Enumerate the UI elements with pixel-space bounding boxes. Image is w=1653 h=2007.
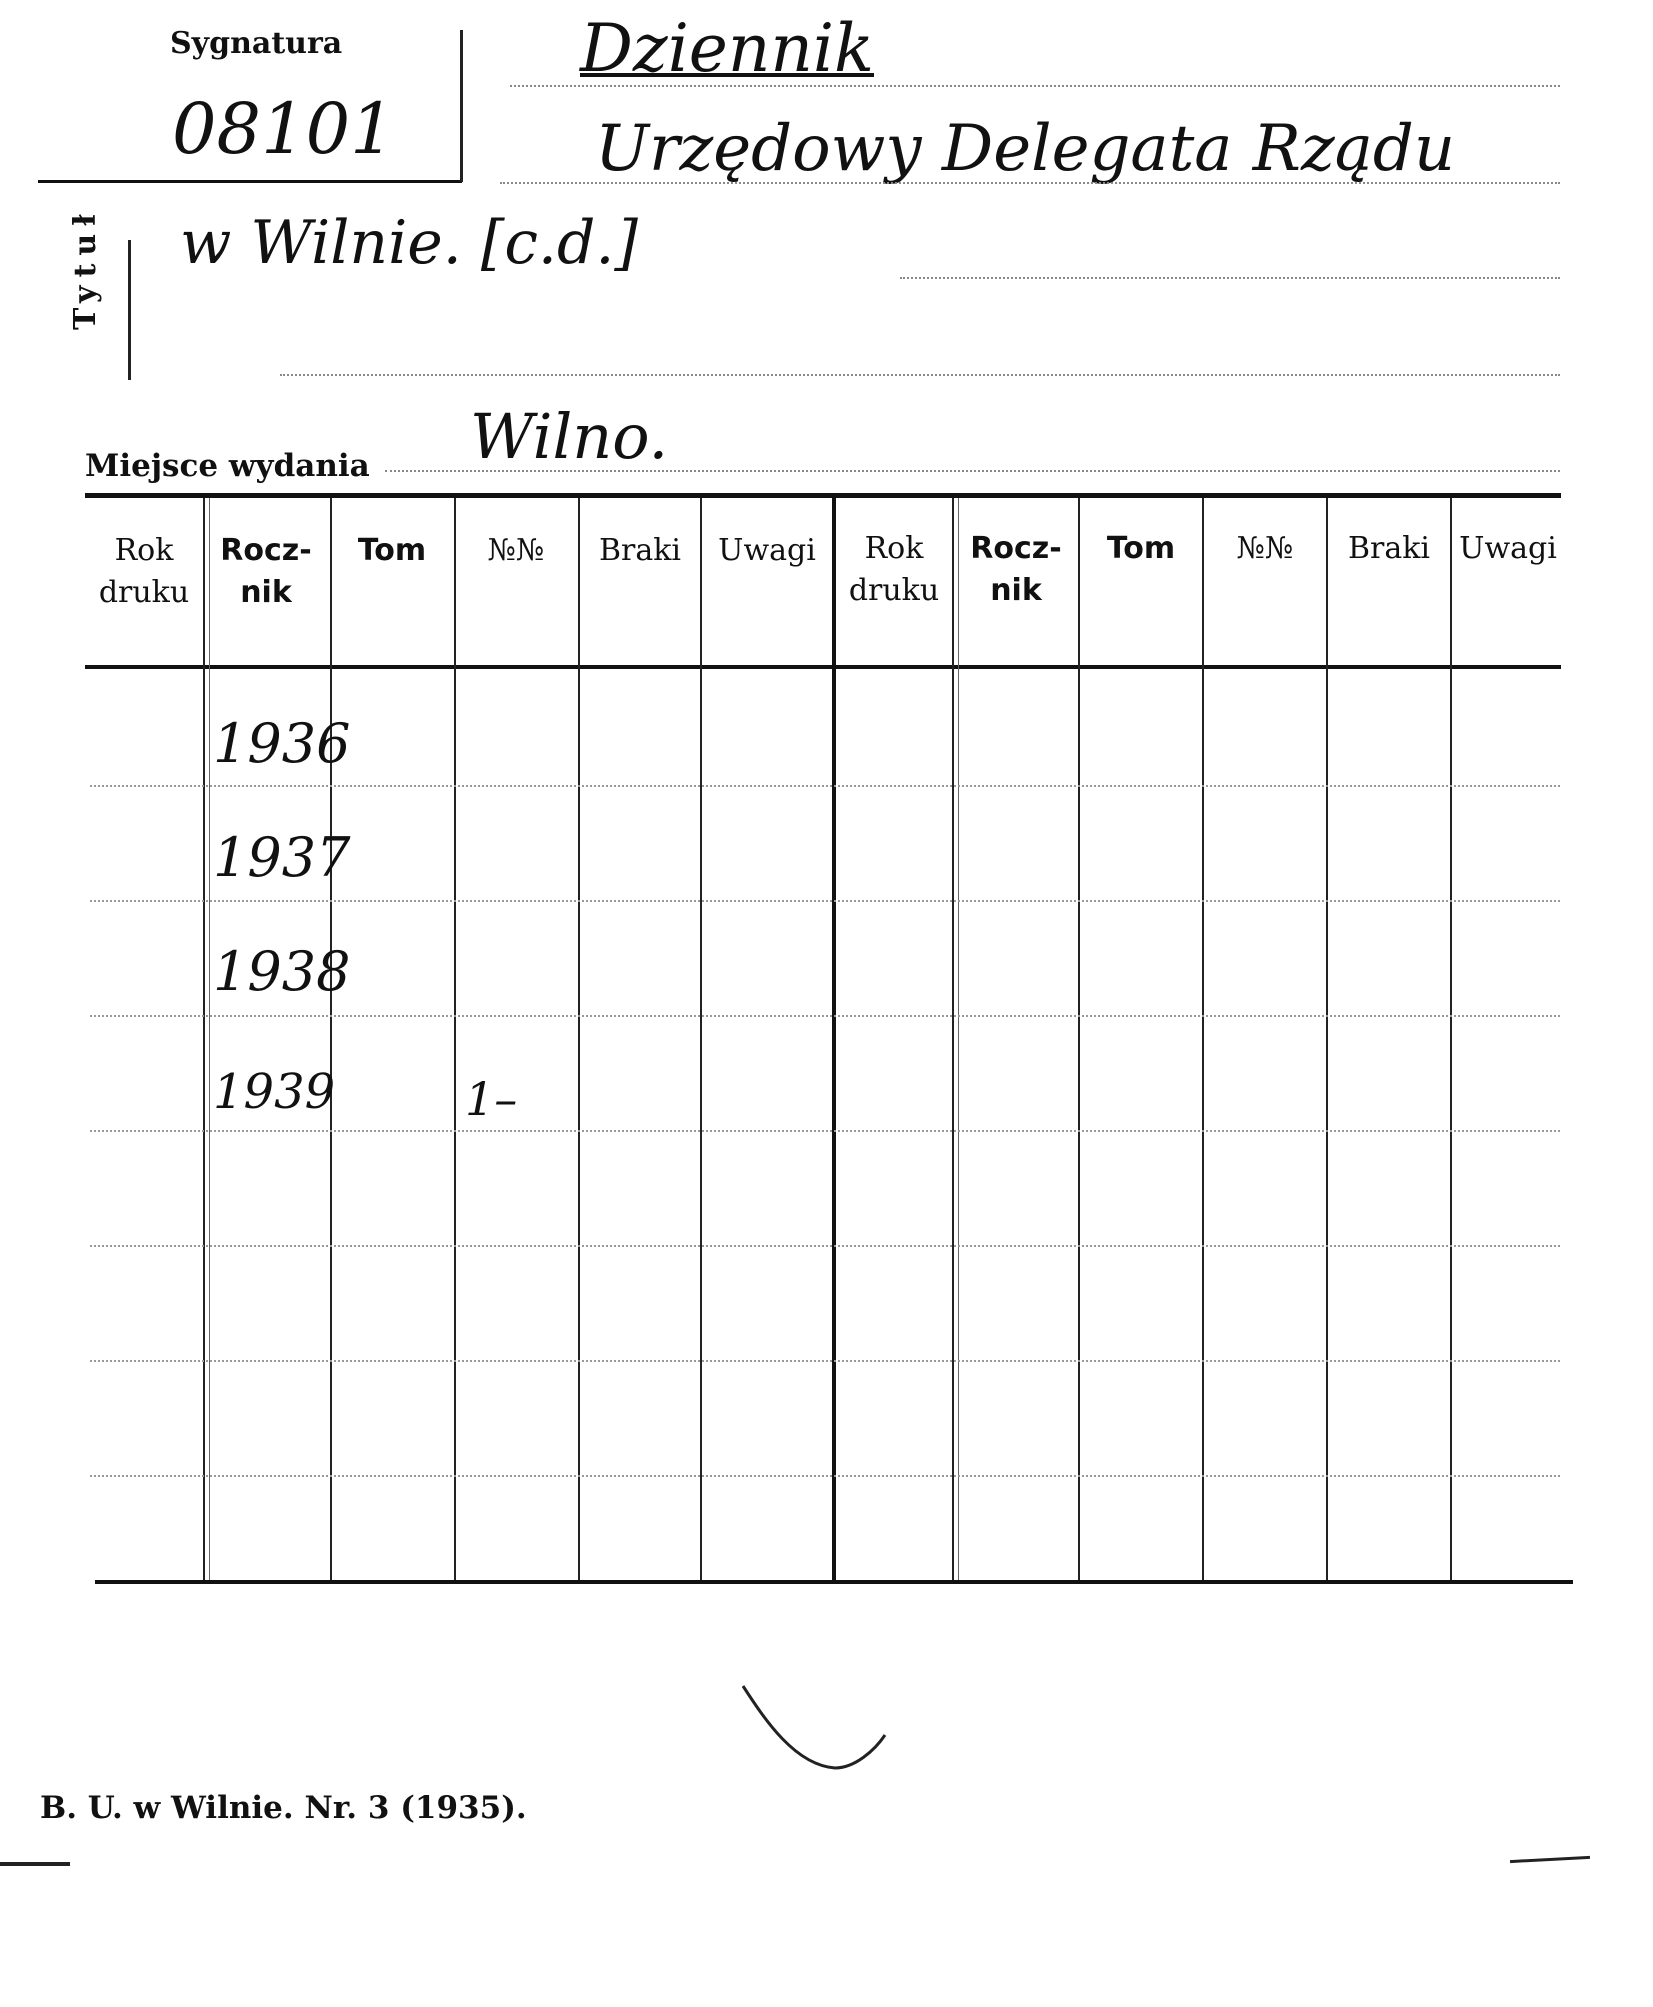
col-line-2: [330, 498, 332, 1580]
hdr-right-rok-druku: Rok druku: [848, 531, 940, 608]
col-line-5: [700, 498, 702, 1580]
hdr-right-tom: Tom: [1106, 531, 1176, 566]
col-line-7: [952, 498, 954, 1580]
hdr-left-numery: №№: [487, 533, 545, 568]
table-bottom-rule: [95, 1580, 1573, 1584]
row-guide-1: [90, 785, 1560, 787]
col-line-3: [454, 498, 456, 1580]
col-line-mid: [832, 498, 836, 1580]
place-value: Wilno.: [470, 400, 669, 473]
table-top-rule: [85, 493, 1561, 498]
title-line-1: Dziennik: [580, 10, 874, 87]
title-label: Tytuł: [68, 206, 103, 330]
title-line-2: Urzędowy Delegata Rządu: [595, 112, 1456, 186]
row-guide-5: [90, 1245, 1560, 1247]
signature-underline: [38, 180, 462, 183]
title-dotline-3: [900, 277, 1560, 279]
footer-imprint: B. U. w Wilnie. Nr. 3 (1935).: [40, 1790, 527, 1826]
hdr-right-braki: Braki: [1347, 531, 1431, 566]
table-header-rule: [85, 665, 1561, 669]
hdr-right-rocznik: Rocz- nik: [970, 531, 1062, 608]
title-dotline-2: [500, 182, 1560, 184]
col-line-1b: [209, 498, 210, 1580]
title-bracket: [128, 240, 139, 380]
row-guide-6: [90, 1360, 1560, 1362]
title-dotline-1: [510, 85, 1560, 87]
place-dotline: [385, 470, 1560, 472]
hdr-left-rok-druku: Rok druku: [98, 533, 190, 610]
title-line-3: w Wilnie. [c.d.]: [180, 208, 638, 278]
signature-label: Sygnatura: [170, 26, 343, 61]
row-2-rocznik: 1937: [213, 826, 351, 889]
place-label: Miejsce wydania: [85, 448, 370, 484]
title-dotline-4: [280, 374, 1560, 376]
check-mark-icon: [735, 1680, 895, 1780]
signature-divider: [460, 30, 463, 182]
row-4-rocznik: 1939: [213, 1064, 336, 1120]
col-line-8: [1078, 498, 1080, 1580]
col-line-7b: [958, 498, 959, 1580]
row-guide-3: [90, 1015, 1560, 1017]
row-1-rocznik: 1936: [213, 712, 351, 775]
col-line-9: [1202, 498, 1204, 1580]
hdr-left-braki: Braki: [598, 533, 682, 568]
col-line-10: [1326, 498, 1328, 1580]
row-guide-2: [90, 900, 1560, 902]
hdr-right-uwagi: Uwagi: [1459, 531, 1557, 566]
col-line-4: [578, 498, 580, 1580]
col-line-1: [203, 498, 205, 1580]
hdr-left-tom: Tom: [357, 533, 427, 568]
hdr-left-rocznik: Rocz- nik: [220, 533, 312, 610]
left-edge-mark: [0, 1862, 70, 1866]
right-edge-mark: [1510, 1856, 1590, 1863]
row-4-numery: 1–: [465, 1072, 518, 1126]
row-3-rocznik: 1938: [213, 940, 351, 1003]
hdr-left-uwagi: Uwagi: [718, 533, 816, 568]
signature-value: 08101: [172, 88, 395, 170]
row-guide-7: [90, 1475, 1560, 1477]
row-guide-4: [90, 1130, 1560, 1132]
hdr-right-numery: №№: [1236, 531, 1294, 566]
col-line-11: [1450, 498, 1452, 1580]
